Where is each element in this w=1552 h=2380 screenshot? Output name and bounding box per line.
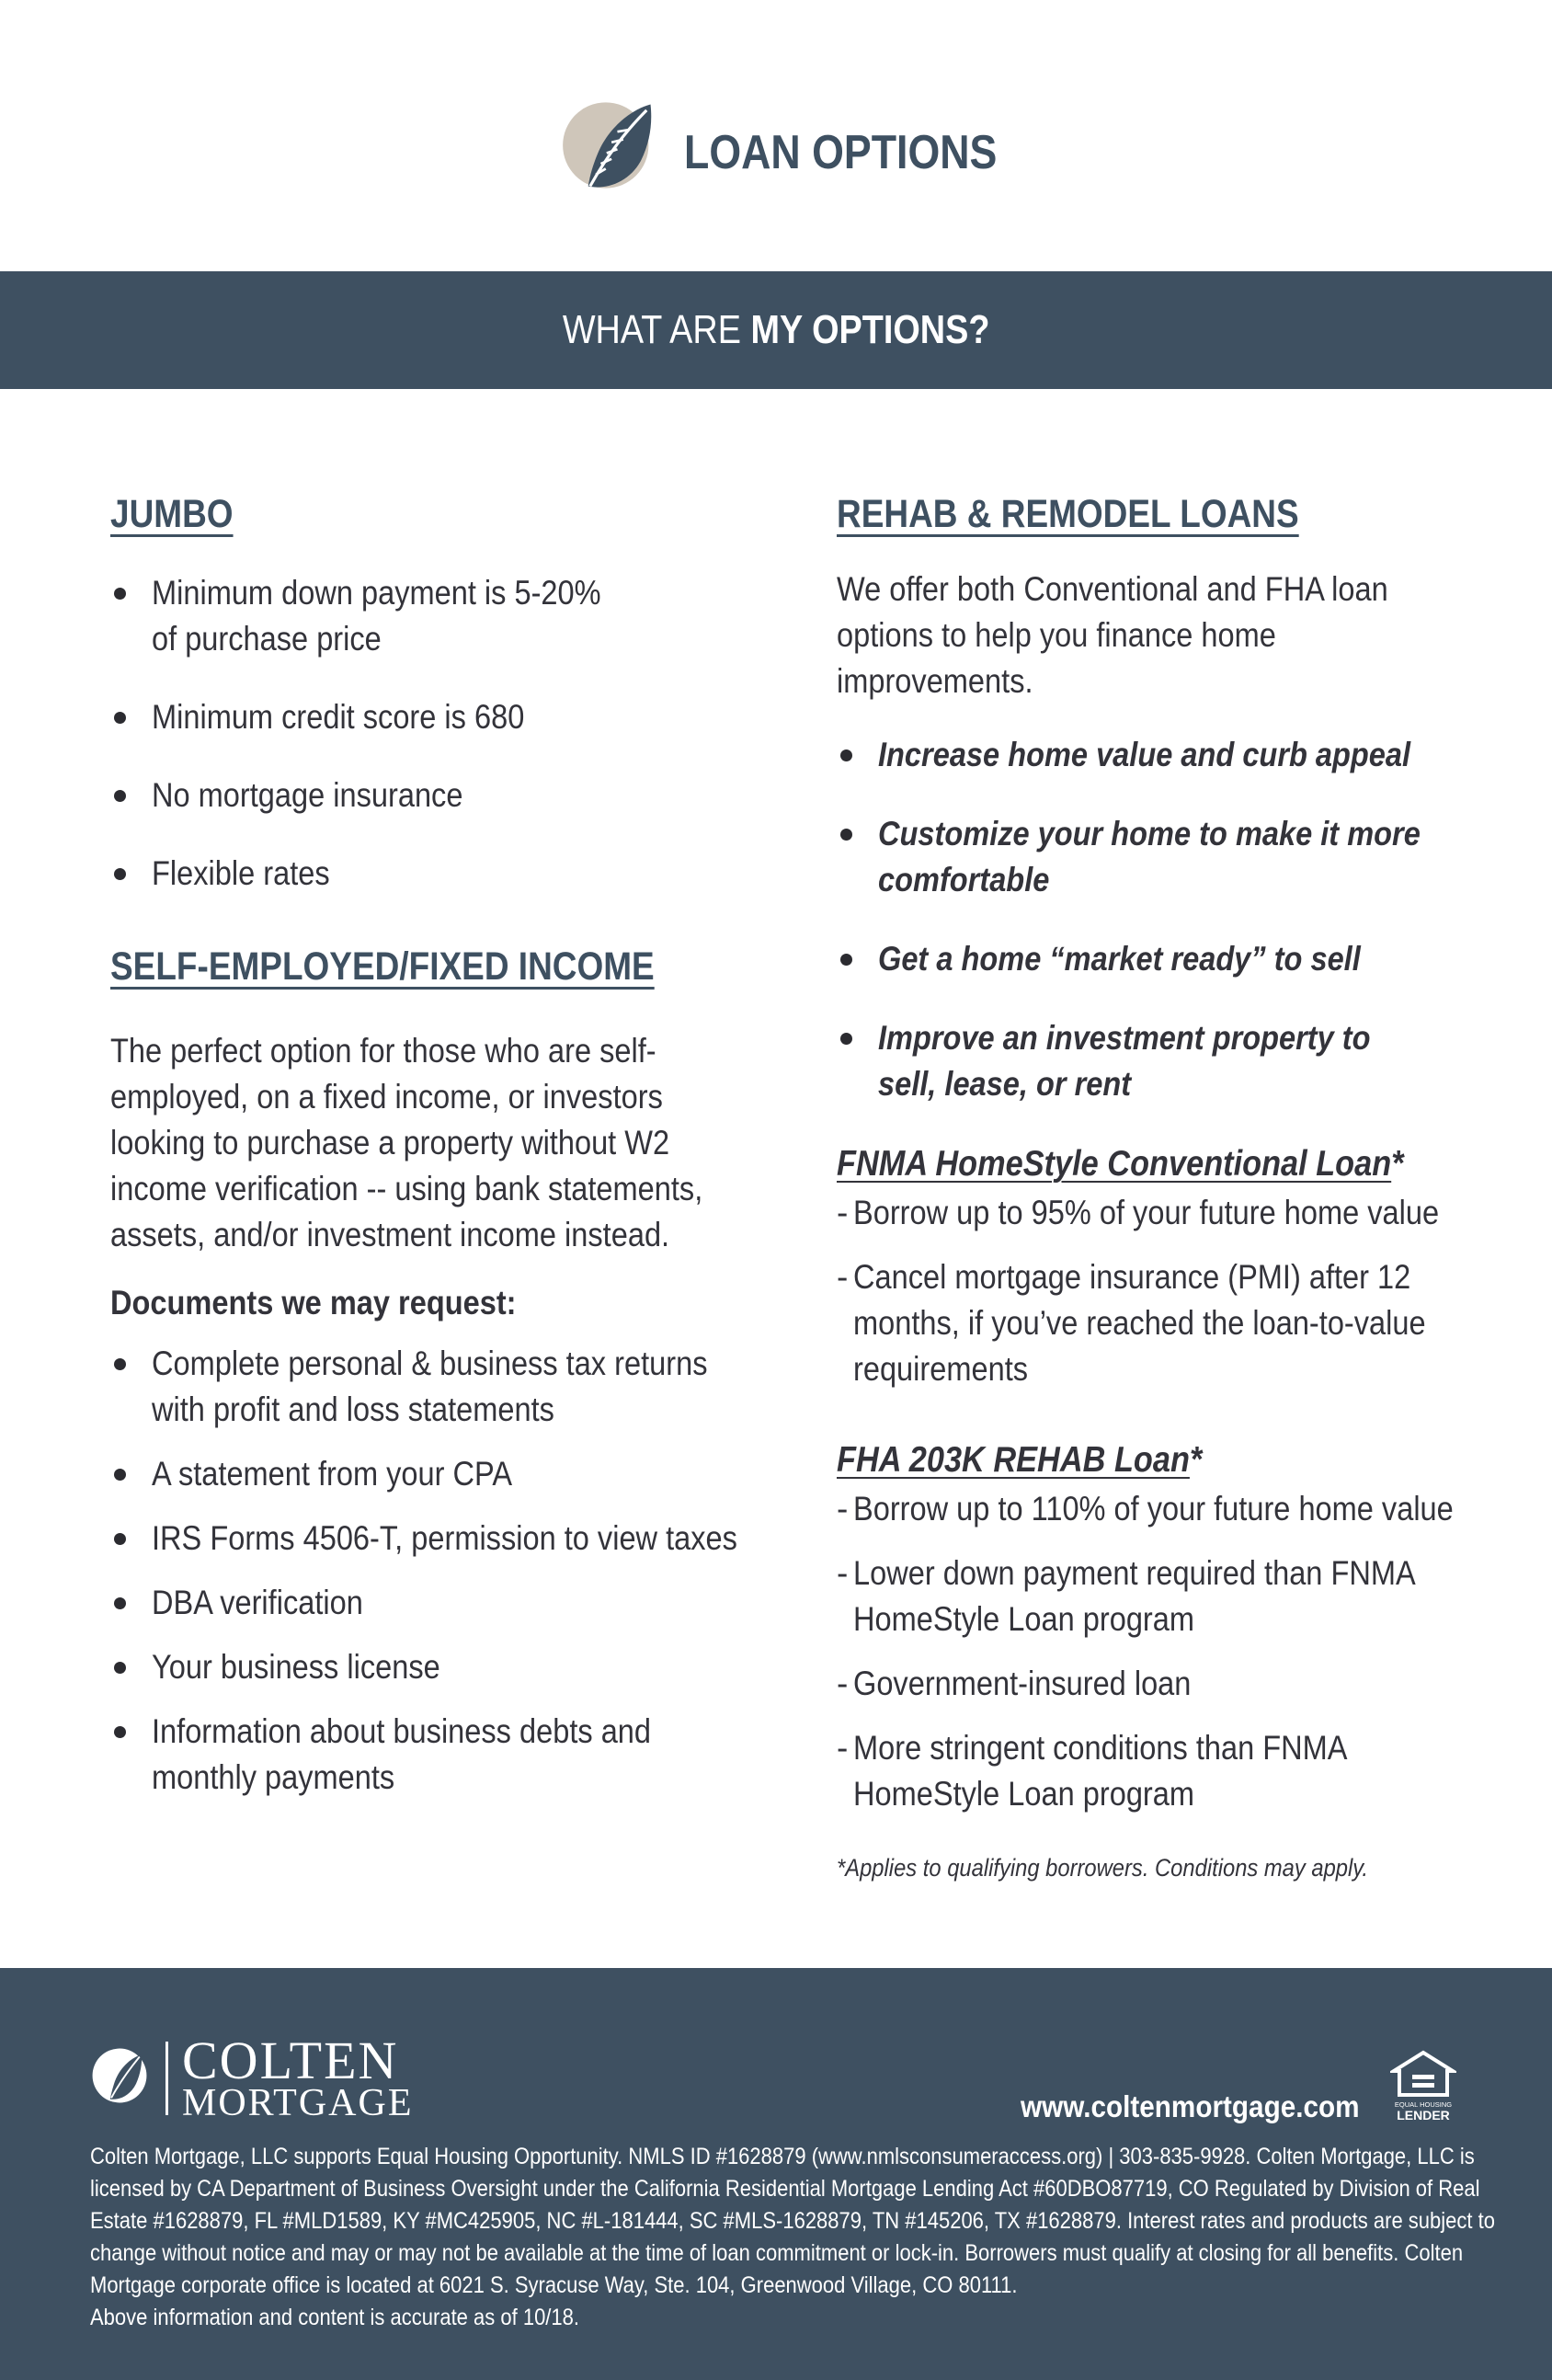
list-item: Minimum down payment is 5-20% of purchase price [110,570,625,662]
list-item: Increase home value and curb appeal [837,732,1499,778]
fnma-points [837,1190,1499,1392]
ehl-line2: LENDER [1397,2108,1450,2123]
list-item: A statement from your CPA [110,1451,754,1497]
brand-name-line1: COLTEN [182,2031,399,2090]
brand-divider [165,2042,168,2115]
list-item: - Cancel mortgage insurance (PMI) after 12 months, if you’ve reached the loan-to-value requirements [837,1254,1462,1392]
list-item: - More stringent conditions than FNMA HomeStyle Loan program [837,1725,1425,1817]
list-item: Customize your home to make it more comfortable [837,811,1425,903]
list-item: IRS Forms 4506-T, permission to view taxes [110,1516,754,1562]
list-item: Minimum credit score is 680 [110,694,754,740]
legal-date: Above information and content is accurate as of 10/18. [90,2305,580,2330]
brand-name-line2: MORTGAGE [182,2082,414,2124]
website-link[interactable]: www.coltenmortgage.com [1021,2089,1360,2123]
list-item: Complete personal & business tax returns with profit and loss statements [110,1341,754,1433]
list-item: No mortgage insurance [110,772,754,818]
footnote: *Applies to qualifying borrowers. Conditions may apply. [837,1854,1369,1882]
page-title: LOAN OPTIONS [684,126,998,179]
list-item: Get a home “market ready” to sell [837,936,1499,982]
list-item: - Borrow up to 95% of your future home value [837,1190,1499,1236]
left-column [110,492,754,1819]
list-item: Your business license [110,1644,754,1690]
banner-text-regular: WHAT ARE [562,307,751,352]
documents-heading: Documents we may request: [110,1284,517,1322]
rehab-benefits-list [837,732,1499,1107]
options-banner [0,271,1552,389]
rehab-title: REHAB & REMODEL LOANS [837,492,1299,536]
fha-title: FHA 203K REHAB Loan* [837,1440,1203,1480]
list-item: Flexible rates [110,851,754,897]
list-item: - Lower down payment required than FNMA HomeStyle Loan program [837,1550,1462,1642]
header [0,0,1552,271]
legal-disclaimer [90,2141,1495,2334]
list-item: Information about business debts and monthly payments [110,1709,680,1801]
documents-list [110,1341,754,1801]
feather-logo-icon [561,97,658,194]
list-item: - Government-insured loan [837,1661,1499,1707]
equal-housing-lender-icon [1390,2049,1456,2123]
jumbo-list [110,570,754,897]
list-item: - Borrow up to 110% of your future home value [837,1486,1499,1532]
list-item: Improve an investment property to sell, lease, or rent [837,1015,1425,1107]
self-employed-description: The perfect option for those who are self-employed, on a fixed income, or investors looking to purchase a property without W2 income verification -- using bank statements, assets, and/or investment income instead. [110,1032,703,1253]
feather-logo-icon [90,2046,149,2105]
right-column [837,492,1499,1882]
jumbo-title: JUMBO [110,492,234,536]
banner-heading [563,307,990,353]
banner-text-bold: MY OPTIONS? [750,307,990,352]
legal-text: Colten Mortgage, LLC supports Equal Housing Opportunity. NMLS ID #1628879 (www.nmlsconsumeraccess.org) | 303-835-9928. Colten Mortgage, LLC is licensed by CA Department of Business Oversight under the California Residential Mortgage Lending Act #60DBO87719, CO Regulated by Division of Real Estate #1628879, FL #MLD1589, KY #MC425905, NC #L-181444, SC #MLS-1628879, TN #145206, TX #1628879. Interest rates and products are subject to change without notice and may or may not be available at the time of loan commitment or lock-in. Borrowers must qualify at closing for all benefits. Colten Mortgage corporate office is located at 6021 S. Syracuse Way, Ste. 104, Greenwood Village, CO 80111. [90,2144,1495,2298]
self-employed-title: SELF-EMPLOYED/FIXED INCOME [110,944,655,989]
fha-points [837,1486,1499,1817]
footer [0,1968,1552,2380]
rehab-description: We offer both Conventional and FHA loan options to help you finance home improvements. [837,570,1388,700]
list-item: DBA verification [110,1580,754,1626]
fnma-title: FNMA HomeStyle Conventional Loan* [837,1144,1404,1184]
ehl-line1: EQUAL HOUSING [1394,2100,1453,2109]
